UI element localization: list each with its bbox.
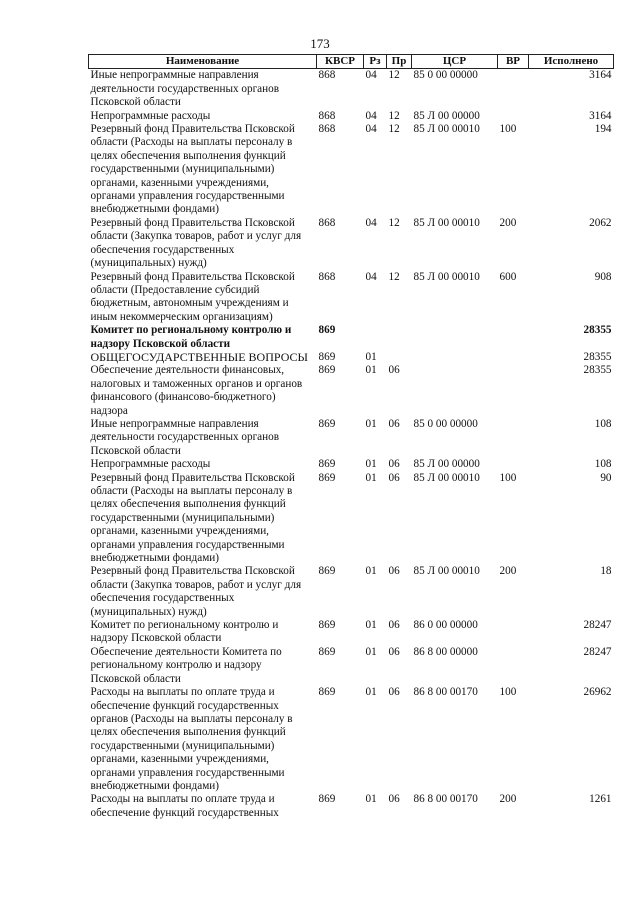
row-rz: 04 <box>365 216 377 229</box>
row-vr: 100 <box>499 686 517 699</box>
row-executed: 194 <box>594 123 612 136</box>
row-vr <box>498 110 529 123</box>
row-pr: 12 <box>388 109 400 122</box>
row-executed: 3164 <box>589 109 612 122</box>
row-name: Обеспечение деятельности Комитета по региональному контролю и надзору Псковской области <box>90 645 282 685</box>
row-pr: 06 <box>388 471 400 484</box>
row-kvsr: 868 <box>318 69 336 82</box>
row-csr: 85 Л 00 00010 <box>413 270 480 283</box>
row-vr <box>498 619 529 646</box>
row-kvsr: 869 <box>318 350 336 363</box>
row-executed: 2062 <box>589 216 612 229</box>
table-row <box>89 271 614 325</box>
row-rz: 04 <box>365 109 377 122</box>
row-vr: 200 <box>499 793 517 806</box>
row-rz: 01 <box>365 364 377 377</box>
row-name: Резервный фонд Правительства Псковской области (Предоставление субсидий бюджетным, автономным учреждениям и иным некоммерческим организациям) <box>90 270 295 323</box>
row-executed: 108 <box>594 458 612 471</box>
row-executed: 908 <box>594 270 612 283</box>
row-name: Резервный фонд Правительства Псковской области (Расходы на выплаты персоналу в целях обеспечения выполнения функций государственными (муниципальными) органами, казенными учреждениями, органами управления государственными внебюджетными фондами) <box>90 123 295 216</box>
table-row <box>89 565 614 619</box>
row-executed: 28355 <box>583 364 612 377</box>
row-kvsr: 869 <box>318 686 336 699</box>
row-pr <box>387 324 412 351</box>
table-header-row <box>89 55 614 69</box>
header-pr: Пр <box>387 55 412 69</box>
row-name: Комитет по региональному контролю и надзору Псковской области <box>90 324 292 350</box>
row-vr: 100 <box>499 123 517 136</box>
row-rz: 01 <box>365 350 377 363</box>
row-csr: 85 Л 00 00010 <box>413 216 480 229</box>
table-row <box>89 123 614 217</box>
table-row <box>89 686 614 793</box>
header-name: Наименование <box>89 55 317 69</box>
row-vr <box>498 458 529 471</box>
header-kvsr: КВСР <box>317 55 364 69</box>
table-row <box>89 364 614 418</box>
row-vr <box>498 351 529 364</box>
row-vr <box>498 324 529 351</box>
row-rz: 01 <box>365 471 377 484</box>
row-vr: 600 <box>499 270 517 283</box>
row-executed: 28247 <box>583 619 612 632</box>
row-rz: 04 <box>365 270 377 283</box>
row-rz: 01 <box>365 565 377 578</box>
header-rz: Рз <box>364 55 387 69</box>
row-executed: 1261 <box>589 793 612 806</box>
row-pr: 12 <box>388 123 400 136</box>
row-executed: 28355 <box>583 350 612 363</box>
row-pr: 06 <box>388 458 400 471</box>
row-name: Непрограммные расходы <box>90 109 211 122</box>
row-kvsr: 869 <box>318 645 336 658</box>
row-kvsr: 869 <box>318 619 336 632</box>
row-csr: 85 0 00 00000 <box>413 417 478 430</box>
row-csr <box>412 351 498 364</box>
row-name: Иные непрограммные направления деятельности государственных органов Псковской области <box>90 69 280 109</box>
row-name: Комитет по региональному контролю и надзору Псковской области <box>90 619 279 645</box>
row-rz: 01 <box>365 417 377 430</box>
row-csr: 85 Л 00 00010 <box>413 471 480 484</box>
row-csr: 85 Л 00 00000 <box>413 109 480 122</box>
row-kvsr: 868 <box>318 109 336 122</box>
row-pr: 12 <box>388 270 400 283</box>
row-executed: 18 <box>600 565 612 578</box>
row-vr: 200 <box>499 216 517 229</box>
row-csr: 86 8 00 00000 <box>413 645 478 658</box>
header-executed: Исполнено <box>529 55 614 69</box>
row-rz: 01 <box>365 645 377 658</box>
row-csr <box>412 324 498 351</box>
row-name: ОБЩЕГОСУДАРСТВЕННЫЕ ВОПРОСЫ <box>90 349 308 364</box>
row-name: Резервный фонд Правительства Псковской области (Закупка товаров, работ и услуг для обеспечения государственных (муниципальных) нужд) <box>90 565 302 618</box>
row-vr: 200 <box>499 565 517 578</box>
row-name: Расходы на выплаты по оплате труда и обеспечение функций государственных органов (Расходы на выплаты персоналу в целях обеспечения выполнения функций государственными (муниципальными) органами, казенными учреждениями, органами управления государственными внебюджетными фондами) <box>90 686 293 792</box>
row-rz <box>364 324 387 351</box>
row-executed: 3164 <box>589 69 612 82</box>
row-rz: 01 <box>365 458 377 471</box>
row-vr <box>498 418 529 458</box>
row-kvsr: 869 <box>318 565 336 578</box>
row-pr: 06 <box>388 686 400 699</box>
row-pr <box>387 351 412 364</box>
row-name: Иные непрограммные направления деятельности государственных органов Псковской области <box>90 417 280 457</box>
row-csr: 85 Л 00 00010 <box>413 123 480 136</box>
row-rz: 01 <box>365 686 377 699</box>
table-body <box>89 69 614 820</box>
row-kvsr: 869 <box>318 793 336 806</box>
row-pr: 06 <box>388 417 400 430</box>
row-executed: 28247 <box>583 645 612 658</box>
row-kvsr: 869 <box>318 417 336 430</box>
row-kvsr: 868 <box>318 216 336 229</box>
row-csr: 86 0 00 00000 <box>413 619 478 632</box>
row-rz: 01 <box>365 619 377 632</box>
row-executed: 90 <box>600 471 612 484</box>
table-row <box>89 110 614 123</box>
row-kvsr: 869 <box>318 471 336 484</box>
row-pr: 12 <box>388 216 400 229</box>
row-executed: 28355 <box>583 324 612 337</box>
table-row <box>89 69 614 110</box>
row-name: Резервный фонд Правительства Псковской области (Расходы на выплаты персоналу в целях обеспечения выполнения функций государственными (муниципальными) органами, казенными учреждениями, органами управления государственными внебюджетными фондами) <box>90 471 295 565</box>
table-row <box>89 458 614 471</box>
row-kvsr: 869 <box>318 364 336 377</box>
row-vr: 100 <box>499 471 517 484</box>
row-csr: 86 8 00 00170 <box>413 793 478 806</box>
budget-table <box>88 54 614 820</box>
row-executed: 26962 <box>583 686 612 699</box>
row-rz: 04 <box>365 69 377 82</box>
row-name: Резервный фонд Правительства Псковской области (Закупка товаров, работ и услуг для обеспечения государственных (муниципальных) нужд) <box>90 216 302 270</box>
row-csr <box>412 364 498 418</box>
row-vr <box>498 364 529 418</box>
row-pr: 06 <box>388 619 400 632</box>
row-pr: 12 <box>388 69 400 82</box>
page-number: 173 <box>310 36 330 51</box>
row-vr <box>498 69 529 110</box>
row-executed: 108 <box>594 417 612 430</box>
table-row <box>89 217 614 271</box>
table-row <box>89 793 614 820</box>
row-kvsr: 869 <box>318 324 336 337</box>
row-csr: 85 0 00 00000 <box>413 69 478 82</box>
row-rz: 01 <box>365 793 377 806</box>
table-row <box>89 619 614 646</box>
row-csr: 85 Л 00 00010 <box>413 565 480 578</box>
row-pr: 06 <box>388 793 400 806</box>
table-row <box>89 418 614 458</box>
row-pr: 06 <box>388 565 400 578</box>
row-name: Расходы на выплаты по оплате труда и обеспечение функций государственных <box>90 793 279 819</box>
row-kvsr: 869 <box>318 458 336 471</box>
table-row <box>89 646 614 686</box>
row-vr <box>498 646 529 686</box>
table-row <box>89 472 614 566</box>
row-rz: 04 <box>365 123 377 136</box>
table-row <box>89 351 614 364</box>
row-csr: 85 Л 00 00000 <box>413 458 480 471</box>
row-name: Непрограммные расходы <box>90 458 211 471</box>
row-pr: 06 <box>388 364 400 377</box>
row-csr: 86 8 00 00170 <box>413 686 478 699</box>
header-vr: ВР <box>498 55 529 69</box>
row-kvsr: 868 <box>318 270 336 283</box>
row-kvsr: 868 <box>318 123 336 136</box>
header-csr: ЦСР <box>412 55 498 69</box>
table-row <box>89 324 614 351</box>
row-name: Обеспечение деятельности финансовых, налоговых и таможенных органов и органов финансового (финансово-бюджетного) надзора <box>90 364 303 417</box>
row-pr: 06 <box>388 645 400 658</box>
